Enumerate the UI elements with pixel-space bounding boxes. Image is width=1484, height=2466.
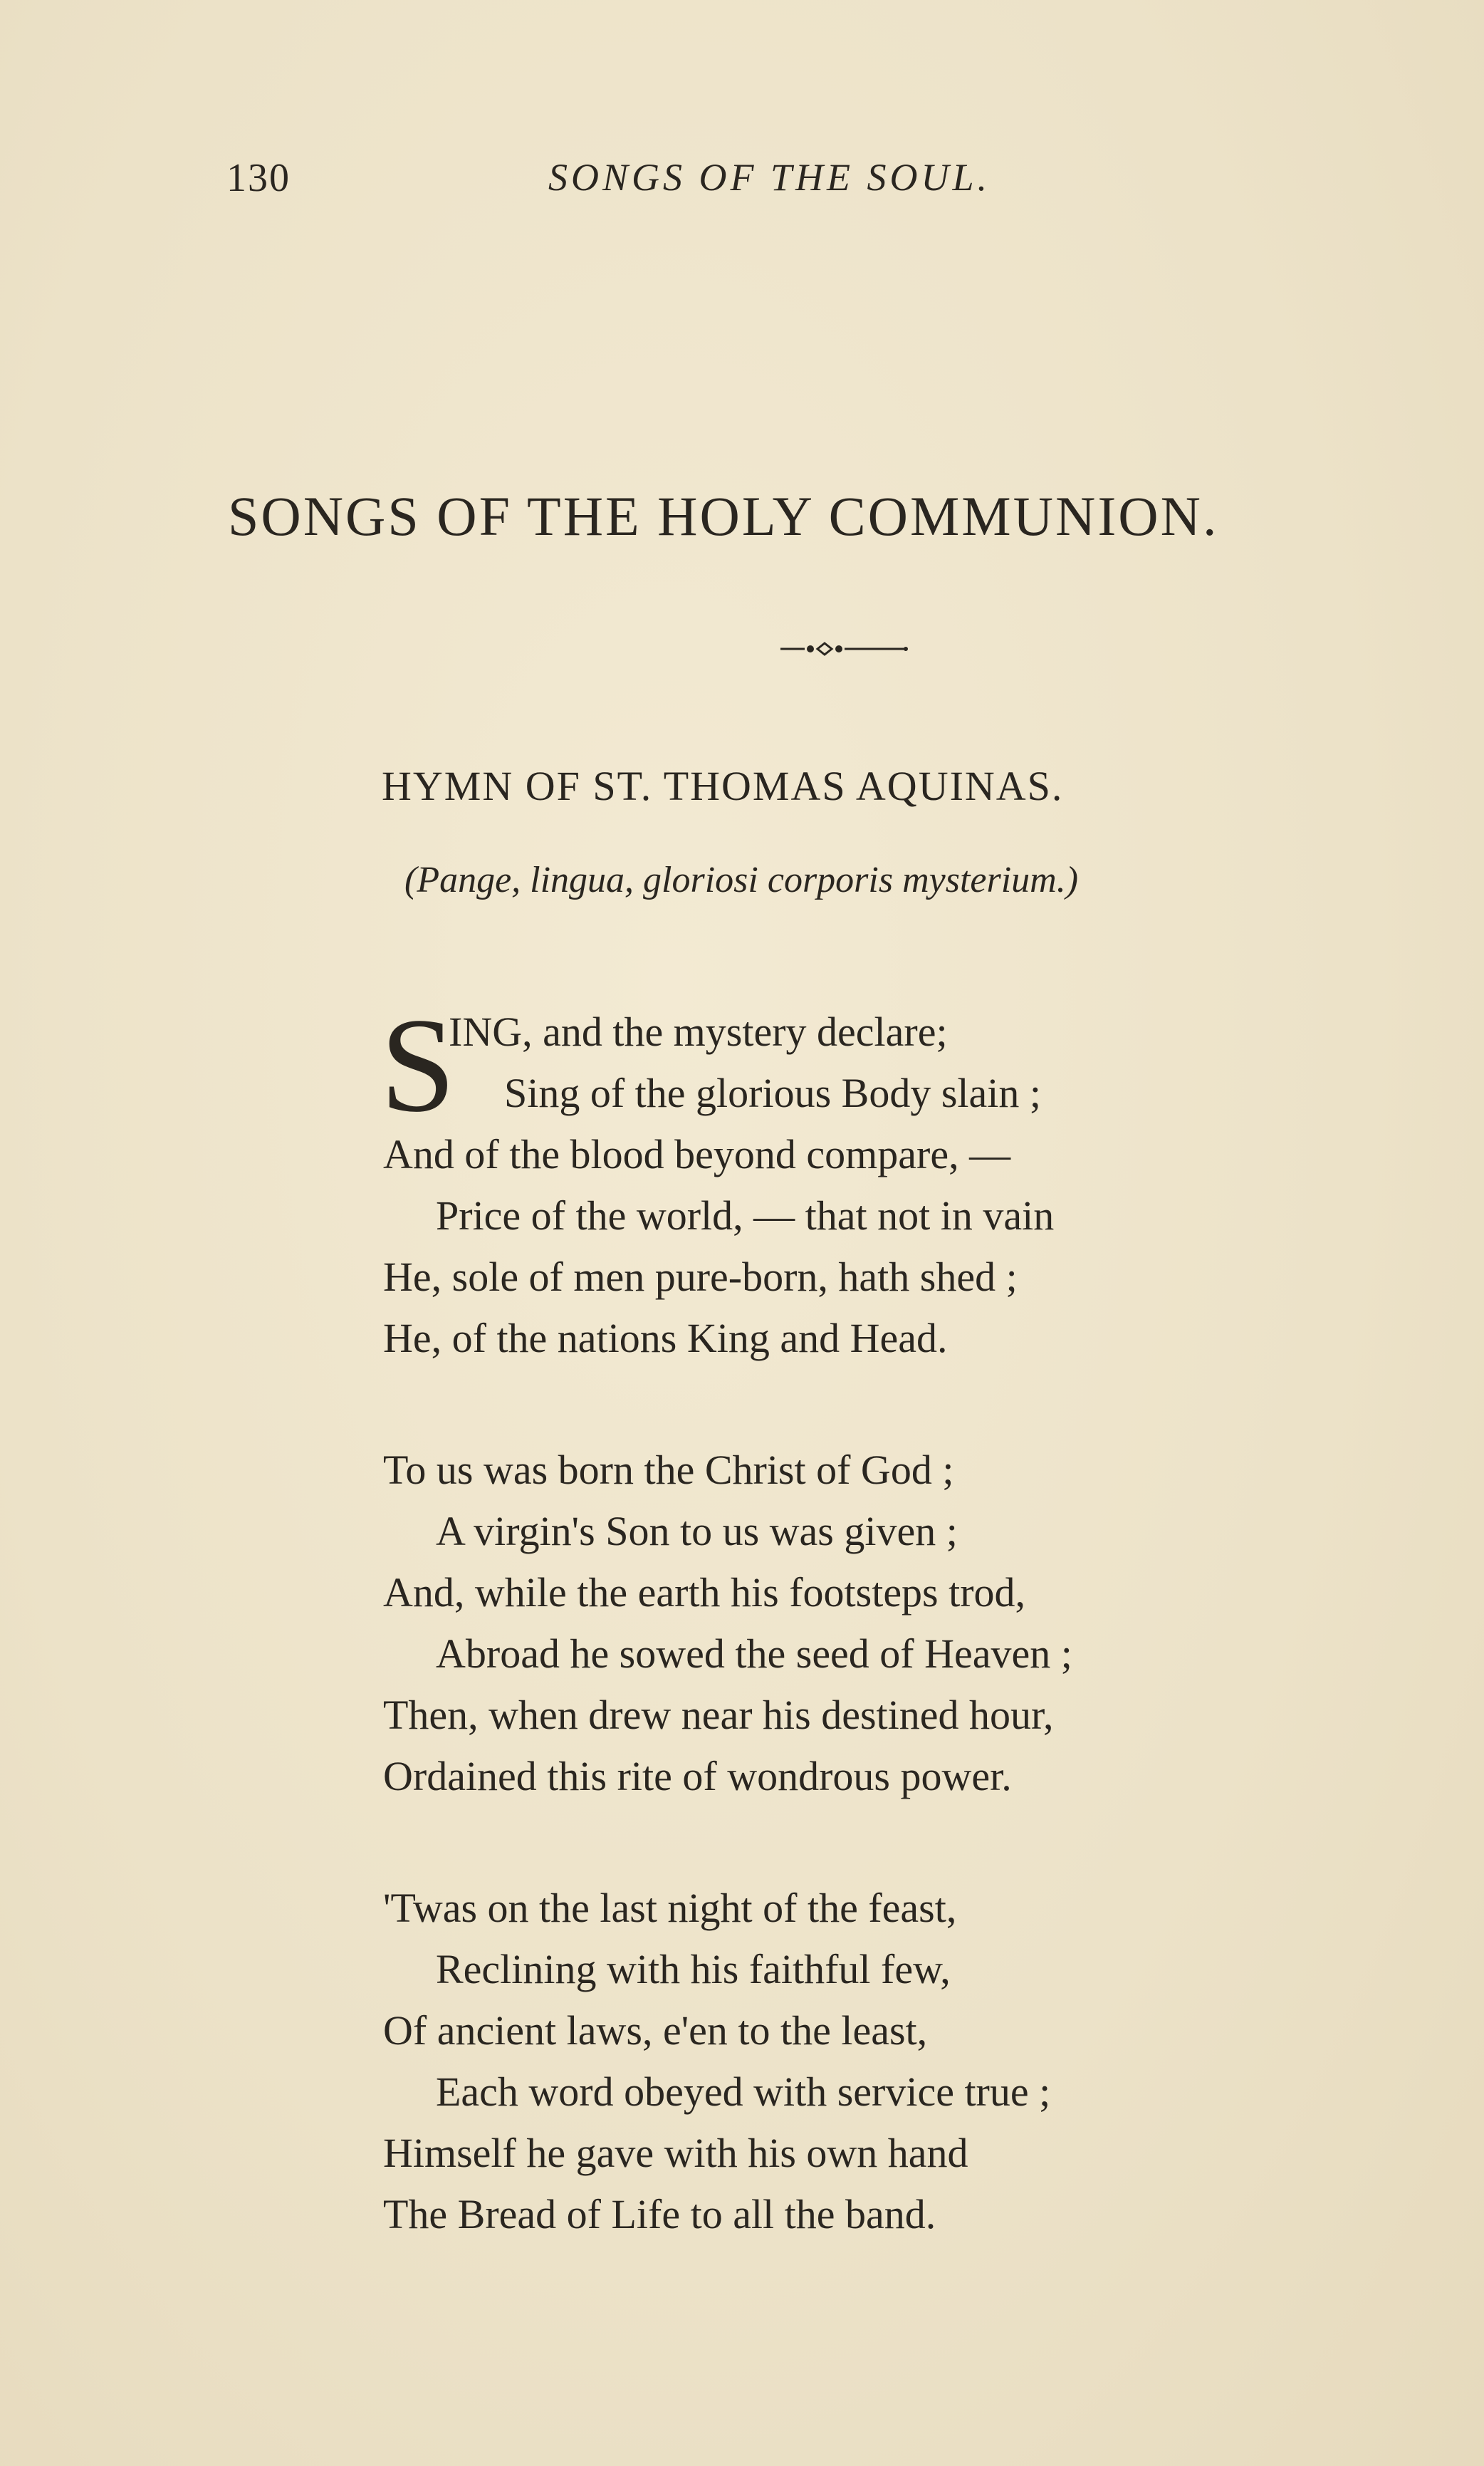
drop-cap: S — [380, 991, 456, 1140]
verse-line: He, of the nations King and Head. — [383, 1315, 948, 1361]
running-title: SONGS OF THE SOUL. — [548, 156, 991, 199]
verse-line: Then, when drew near his destined hour, — [383, 1692, 1054, 1738]
verse-line: Himself he gave with his own hand — [383, 2130, 968, 2176]
verse-line: To us was born the Christ of God ; — [383, 1447, 954, 1493]
section-title: SONGS OF THE HOLY COMMUNION. — [228, 485, 1219, 547]
stanza-3 — [383, 1878, 1380, 2245]
verse-line: Of ancient laws, e'en to the least, — [383, 2007, 928, 2054]
verse-line: Ordained this rite of wondrous power. — [383, 1753, 1012, 1799]
page-number: 130 — [226, 156, 291, 200]
verse-line: Reclining with his faithful few, — [436, 1946, 951, 1992]
verse-line: Price of the world, — that not in vain — [436, 1192, 1055, 1239]
verse-line: The Bread of Life to all the band. — [383, 2191, 936, 2237]
ornament-divider-icon — [780, 638, 909, 660]
verse-line: ING, and the mystery declare; — [449, 1009, 948, 1055]
verse-line: And, while the earth his footsteps trod, — [383, 1569, 1026, 1616]
verse-line: Sing of the glorious Body slain ; — [504, 1070, 1041, 1116]
verse-line: He, sole of men pure-born, hath shed ; — [383, 1254, 1018, 1300]
verse-line: A virgin's Son to us was given ; — [436, 1508, 958, 1554]
latin-subtitle: (Pange, lingua, gloriosi corporis mysterium.) — [404, 860, 1079, 900]
running-head — [226, 155, 1152, 212]
stanza-2 — [383, 1440, 1380, 1807]
verse-line: Each word obeyed with service true ; — [436, 2069, 1051, 2115]
stanza-1 — [380, 991, 1380, 1369]
verse-line: And of the blood beyond compare, — — [383, 1131, 1011, 1177]
hymn-title: HYMN OF ST. THOMAS AQUINAS. — [382, 763, 1064, 809]
verse-line: Abroad he sowed the seed of Heaven ; — [436, 1630, 1072, 1677]
verse-line: 'Twas on the last night of the feast, — [383, 1885, 957, 1931]
